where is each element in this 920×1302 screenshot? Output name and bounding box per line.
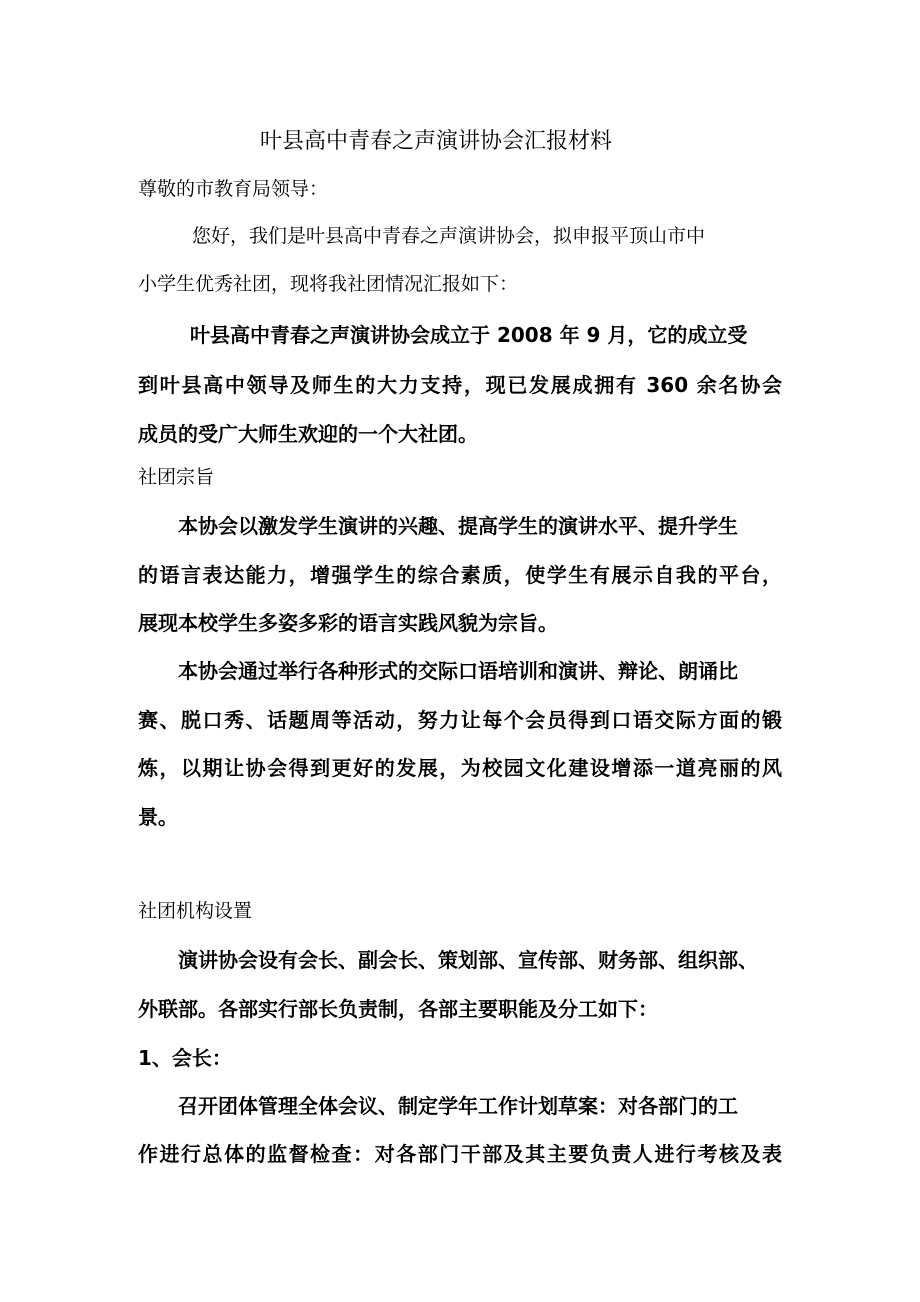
founding-line-1: 叶县高中青春之声演讲协会成立于 2008 年 9 月，它的成立受 [190, 323, 748, 347]
item1-line-1: 召开团体管理全体会议、制定学年工作计划草案：对各部门的工 [178, 1094, 738, 1118]
purpose-p2-line-1: 本协会通过举行各种形式的交际口语培训和演讲、辩论、朗诵比 [178, 659, 738, 683]
item1-line-2: 作进行总体的监督检查：对各部门干部及其主要负责人进行考核及表 [138, 1142, 782, 1166]
structure-p1-line-1: 演讲协会设有会长、副会长、策划部、宣传部、财务部、组织部、 [178, 948, 758, 972]
purpose-p1-line-3: 展现本校学生多姿多彩的语言实践风貌为宗旨。 [138, 611, 558, 635]
item1-heading: 1、会长： [138, 1046, 232, 1070]
purpose-p2-line-4: 景。 [138, 805, 178, 829]
salutation: 尊敬的市教育局领导： [138, 178, 329, 200]
purpose-p2-line-2: 赛、脱口秀、话题周等活动，努力让每个会员得到口语交际方面的锻 [138, 708, 782, 732]
structure-heading: 社团机构设置 [138, 900, 253, 922]
purpose-p1-line-1: 本协会以激发学生演讲的兴趣、提高学生的演讲水平、提升学生 [178, 514, 738, 538]
intro-line-1: 您好，我们是叶县高中青春之声演讲协会，拟申报平顶山市中 [192, 225, 706, 247]
document-title: 叶县高中青春之声演讲协会汇报材料 [260, 129, 613, 154]
intro-line-2: 小学生优秀社团，现将我社团情况汇报如下： [138, 273, 519, 295]
purpose-heading: 社团宗旨 [138, 466, 215, 488]
founding-line-3: 成员的受广大师生欢迎的一个大社团。 [138, 422, 478, 446]
purpose-p2-line-3: 炼，以期让协会得到更好的发展，为校园文化建设增添一道亮丽的风 [138, 756, 782, 780]
purpose-p1-line-2: 的语言表达能力，增强学生的综合素质，使学生有展示自我的平台， [138, 563, 782, 587]
founding-line-2: 到叶县高中领导及师生的大力支持，现已发展成拥有 360 余名协会 [138, 373, 782, 397]
structure-p1-line-2: 外联部。各部实行部长负责制，各部主要职能及分工如下： [138, 997, 658, 1021]
